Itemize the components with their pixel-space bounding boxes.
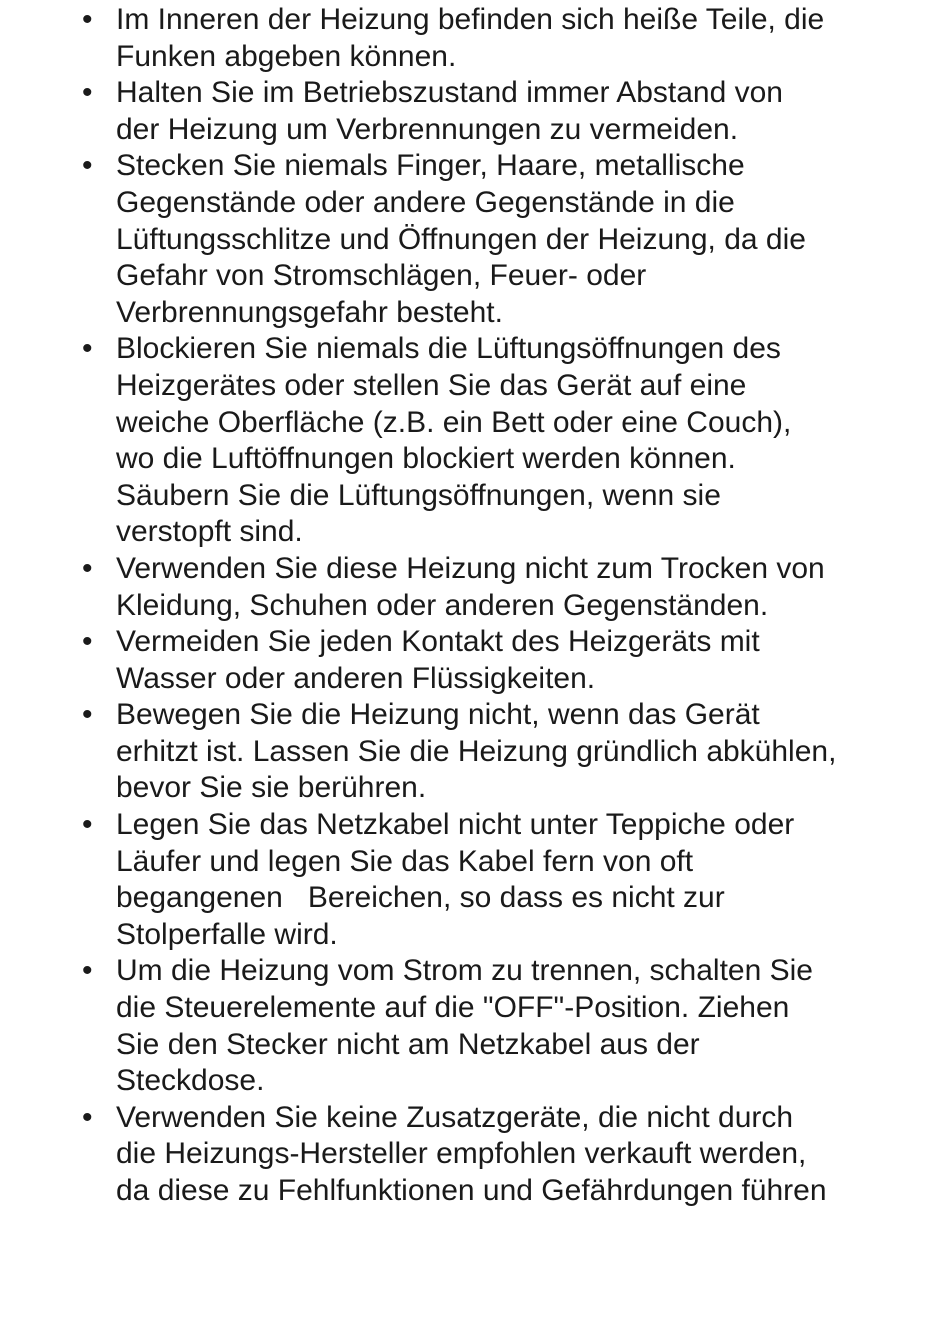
list-item <box>0 624 950 697</box>
list-item-line: Verwenden Sie diese Heizung nicht zum Trocken von <box>116 551 825 585</box>
list-item-line: Sie den Stecker nicht am Netzkabel aus der <box>116 1027 700 1061</box>
bullet-icon: • <box>82 625 93 659</box>
list-item <box>0 551 950 624</box>
list-item-line: weiche Oberfläche (z.B. ein Bett oder eine Couch), <box>116 405 792 439</box>
list-item-line: Säubern Sie die Lüftungsöffnungen, wenn sie <box>116 478 721 512</box>
list-item-line: Wasser oder anderen Flüssigkeiten. <box>116 661 596 695</box>
bullet-icon: • <box>82 149 93 183</box>
bullet-icon: • <box>82 698 93 732</box>
bullet-icon: • <box>82 76 93 110</box>
list-item-line: Läufer und legen Sie das Kabel fern von oft <box>116 844 694 878</box>
list-item-line: Stecken Sie niemals Finger, Haare, metallische <box>116 149 745 183</box>
list-item-line: Gefahr von Stromschlägen, Feuer- oder <box>116 259 647 293</box>
list-item-line: Gegenstände oder andere Gegenstände in die <box>116 185 735 219</box>
list-item-line: da diese zu Fehlfunktionen und Gefährdungen führen <box>116 1174 827 1207</box>
list-item-line: Funken abgeben können. <box>116 39 457 73</box>
list-item-line: die Heizungs-Hersteller empfohlen verkauft werden, <box>116 1137 807 1171</box>
list-item-line: Blockieren Sie niemals die Lüftungsöffnungen des <box>116 332 781 366</box>
list-item-line: die Steuerelemente auf die "OFF"-Position. Ziehen <box>116 991 790 1025</box>
bullet-icon: • <box>82 551 93 585</box>
safety-bullet-list <box>0 2 950 1210</box>
list-item-line: bevor Sie sie berühren. <box>116 771 427 805</box>
list-item <box>0 331 950 551</box>
list-item-line: Heizgerätes oder stellen Sie das Gerät auf eine <box>116 368 747 402</box>
list-item <box>0 953 950 1099</box>
list-item-line: Kleidung, Schuhen oder anderen Gegenständen. <box>116 588 769 622</box>
bullet-icon: • <box>82 3 93 36</box>
list-item-line: wo die Luftöffnungen blockiert werden können. <box>116 442 736 476</box>
list-item-line: Verbrennungsgefahr besteht. <box>116 295 503 329</box>
list-item-line: erhitzt ist. Lassen Sie die Heizung gründlich abkühlen, <box>116 734 837 768</box>
list-item-line: Legen Sie das Netzkabel nicht unter Teppiche oder <box>116 808 795 842</box>
bullet-icon: • <box>82 332 93 366</box>
list-item <box>0 2 950 75</box>
list-item-line: Bewegen Sie die Heizung nicht, wenn das Gerät <box>116 698 760 732</box>
list-item-line: begangenen Bereichen, so dass es nicht zur <box>116 881 725 915</box>
list-item <box>0 807 950 953</box>
list-item <box>0 697 950 807</box>
bullet-icon: • <box>82 808 93 842</box>
list-item <box>0 75 950 148</box>
list-item-line: Verwenden Sie keine Zusatzgeräte, die nicht durch <box>116 1100 794 1134</box>
list-item <box>0 148 950 331</box>
list-item-line: Vermeiden Sie jeden Kontakt des Heizgeräts mit <box>116 625 760 659</box>
list-item-line: der Heizung um Verbrennungen zu vermeiden. <box>116 112 739 146</box>
list-item-line: verstopft sind. <box>116 515 303 549</box>
list-item-line: Steckdose. <box>116 1064 265 1098</box>
list-item-line: Um die Heizung vom Strom zu trennen, schalten Sie <box>116 954 813 988</box>
list-item-line: Im Inneren der Heizung befinden sich heiße Teile, die <box>116 3 825 36</box>
bullet-icon: • <box>82 1100 93 1134</box>
bullet-icon: • <box>82 954 93 988</box>
list-item-line: Halten Sie im Betriebszustand immer Abstand von <box>116 76 783 110</box>
list-item-line: Lüftungsschlitze und Öffnungen der Heizung, da die <box>116 222 806 256</box>
list-item-line: Stolperfalle wird. <box>116 917 338 951</box>
list-item <box>0 1100 950 1210</box>
